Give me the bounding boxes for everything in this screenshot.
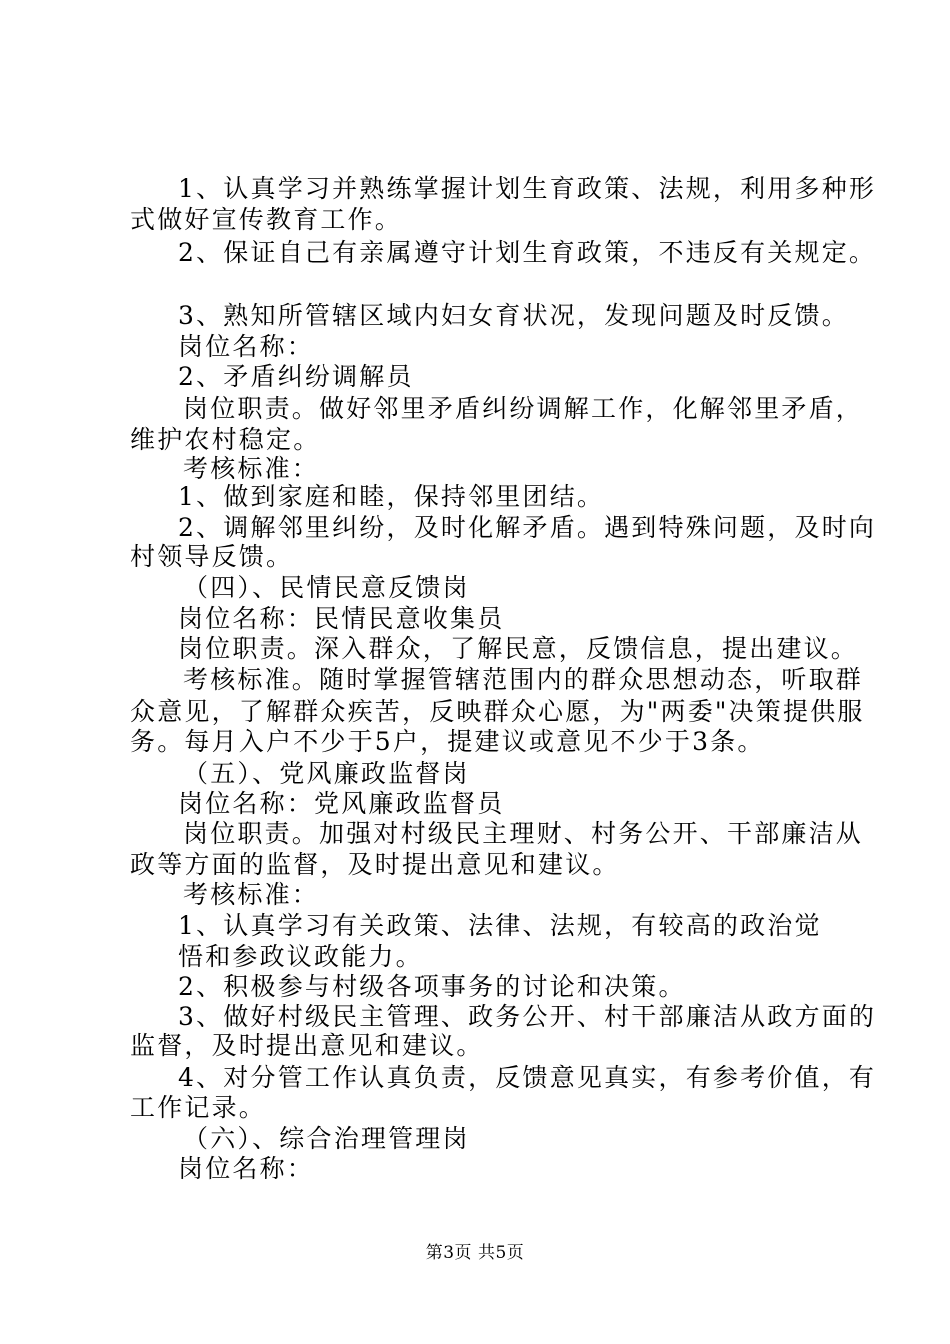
body-line: 1、做到家庭和睦，保持邻里团结。 [178, 482, 605, 511]
body-line: 式做好宣传教育工作。 [130, 205, 403, 234]
body-line: 岗位名称： [178, 1154, 315, 1183]
body-line: 政等方面的监督，及时提出意见和建议。 [130, 850, 620, 879]
body-line: 工作记录。 [130, 1093, 267, 1122]
section-heading: （四）、民情民意反馈岗 [183, 573, 470, 602]
body-line: 维护农村稳定。 [130, 425, 321, 454]
body-line: 岗位名称：党风廉政监督员 [178, 789, 505, 818]
body-line: 村领导反馈。 [130, 542, 294, 571]
body-line: 2、保证自己有亲属遵守计划生育政策，不违反有关规定。 [178, 238, 877, 267]
body-line: 众意见，了解群众疾苦，反映群众心愿，为"两委"决策提供服 [130, 697, 865, 726]
body-line: 2、调解邻里纠纷，及时化解矛盾。遇到特殊问题，及时向 [178, 513, 877, 542]
body-line: 悟和参政议政能力。 [178, 942, 423, 971]
body-line: 2、矛盾纠纷调解员 [178, 362, 414, 391]
body-line: 考核标准： [183, 454, 320, 483]
body-line: 3、做好村级民主管理、政务公开、村干部廉洁从政方面的 [178, 1002, 877, 1031]
body-line: 考核标准。随时掌握管辖范围内的群众思想动态，听取群 [183, 665, 864, 694]
body-line: 1、认真学习有关政策、法律、法规，有较高的政治觉 [178, 911, 822, 940]
body-line: 1、认真学习并熟练掌握计划生育政策、法规，利用多种形 [178, 174, 877, 203]
body-line: 岗位名称： [178, 332, 315, 361]
body-line: 监督，及时提出意见和建议。 [130, 1031, 484, 1060]
body-line: 岗位职责。加强对村级民主理财、村务公开、干部廉洁从 [183, 819, 864, 848]
body-line: 务。每月入户不少于5户，提建议或意见不少于3条。 [130, 727, 765, 756]
section-heading: （五）、党风廉政监督岗 [183, 759, 470, 788]
body-line: 考核标准： [183, 880, 320, 909]
section-heading: （六）、综合治理管理岗 [183, 1124, 470, 1153]
body-line: 岗位职责。深入群众，了解民意，反馈信息，提出建议。 [178, 634, 859, 663]
body-line: 2、积极参与村级各项事务的讨论和决策。 [178, 972, 686, 1001]
body-line: 3、熟知所管辖区域内妇女育状况，发现问题及时反馈。 [178, 301, 849, 330]
body-line: 4、对分管工作认真负责，反馈意见真实，有参考价值，有 [178, 1063, 877, 1092]
body-line: 岗位职责。做好邻里矛盾纠纷调解工作，化解邻里矛盾， [183, 394, 864, 423]
page-footer: 第3页 共5页 [425, 1243, 525, 1263]
body-line: 岗位名称：民情民意收集员 [178, 604, 505, 633]
